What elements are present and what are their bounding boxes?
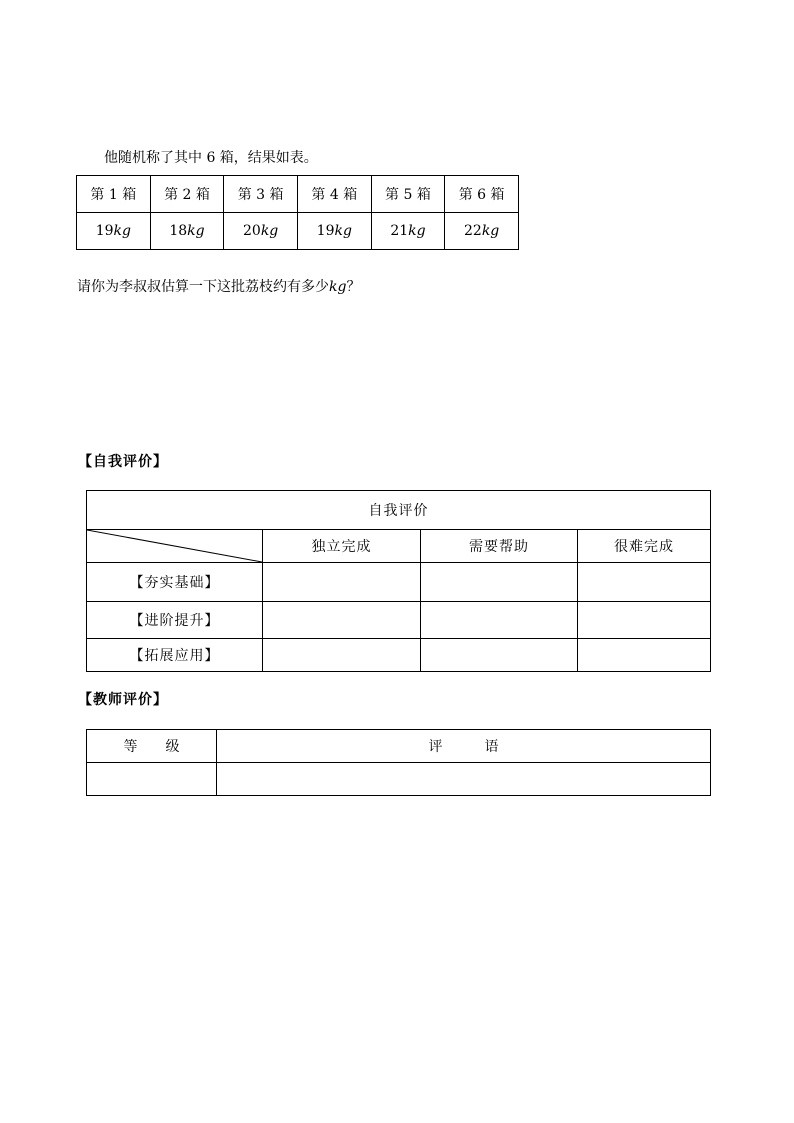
self-eval-table-title: 自我评价 [87,491,711,530]
self-eval-row [87,602,711,639]
diagonal-header-cell [87,530,263,563]
weight-cell [77,213,151,250]
box-header: 第 6 箱 [445,176,519,213]
weight-cell [297,213,371,250]
eval-cell[interactable] [421,602,578,639]
self-eval-row [87,639,711,672]
self-eval-row [87,563,711,602]
weight-header-row [77,176,519,213]
self-eval-title-row [87,491,711,530]
eval-cell[interactable] [578,563,711,602]
weight-cell [150,213,224,250]
row-label-basics: 【夯实基础】 [87,563,263,602]
teacher-eval-title: 【教师评价】 [78,692,168,708]
row-label-advanced: 【进阶提升】 [87,602,263,639]
eval-cell[interactable] [421,639,578,672]
question-body: 请你为李叔叔估算一下这批荔枝约有多少 [77,279,329,295]
box-header: 第 5 箱 [371,176,445,213]
diagonal-line [87,530,262,562]
weight-value: 19 [316,223,335,239]
weight-unit: kg [260,223,279,239]
weight-cell [371,213,445,250]
column-header-independent: 独立完成 [263,530,421,563]
weight-cell [445,213,519,250]
weight-value-row [77,213,519,250]
self-eval-table [86,490,711,672]
weight-value: 21 [390,223,409,239]
box-header: 第 1 箱 [77,176,151,213]
question-unit: kg [329,279,347,295]
self-eval-title: 【自我评价】 [78,454,168,470]
eval-cell[interactable] [263,563,421,602]
column-header-difficult: 很难完成 [578,530,711,563]
grade-header: 等 级 [87,730,217,763]
weight-value: 20 [243,223,261,239]
grade-cell[interactable] [87,763,217,796]
eval-cell[interactable] [421,563,578,602]
self-eval-header-row [87,530,711,563]
weight-value: 18 [169,223,188,239]
teacher-eval-table [86,729,711,796]
column-header-need-help: 需要帮助 [421,530,578,563]
teacher-eval-row [87,763,711,796]
eval-cell[interactable] [263,639,421,672]
box-header: 第 2 箱 [150,176,224,213]
eval-cell[interactable] [263,602,421,639]
weight-unit: kg [334,223,352,239]
comment-header: 评 语 [217,730,711,763]
teacher-eval-header-row [87,730,711,763]
weight-unit: kg [408,223,426,239]
intro-text: 他随机称了其中 6 箱，结果如表。 [104,150,318,166]
row-label-application: 【拓展应用】 [87,639,263,672]
weight-unit: kg [113,223,131,239]
weight-table [76,175,519,250]
eval-cell[interactable] [578,602,711,639]
question-text [77,276,360,296]
comment-cell[interactable] [217,763,711,796]
weight-unit: kg [187,223,205,239]
weight-value: 22 [464,223,482,239]
weight-cell [224,213,298,250]
weight-unit: kg [481,223,500,239]
box-header: 第 3 箱 [224,176,298,213]
weight-value: 19 [95,223,114,239]
eval-cell[interactable] [578,639,711,672]
box-header: 第 4 箱 [297,176,371,213]
question-mark: ？ [346,279,361,295]
